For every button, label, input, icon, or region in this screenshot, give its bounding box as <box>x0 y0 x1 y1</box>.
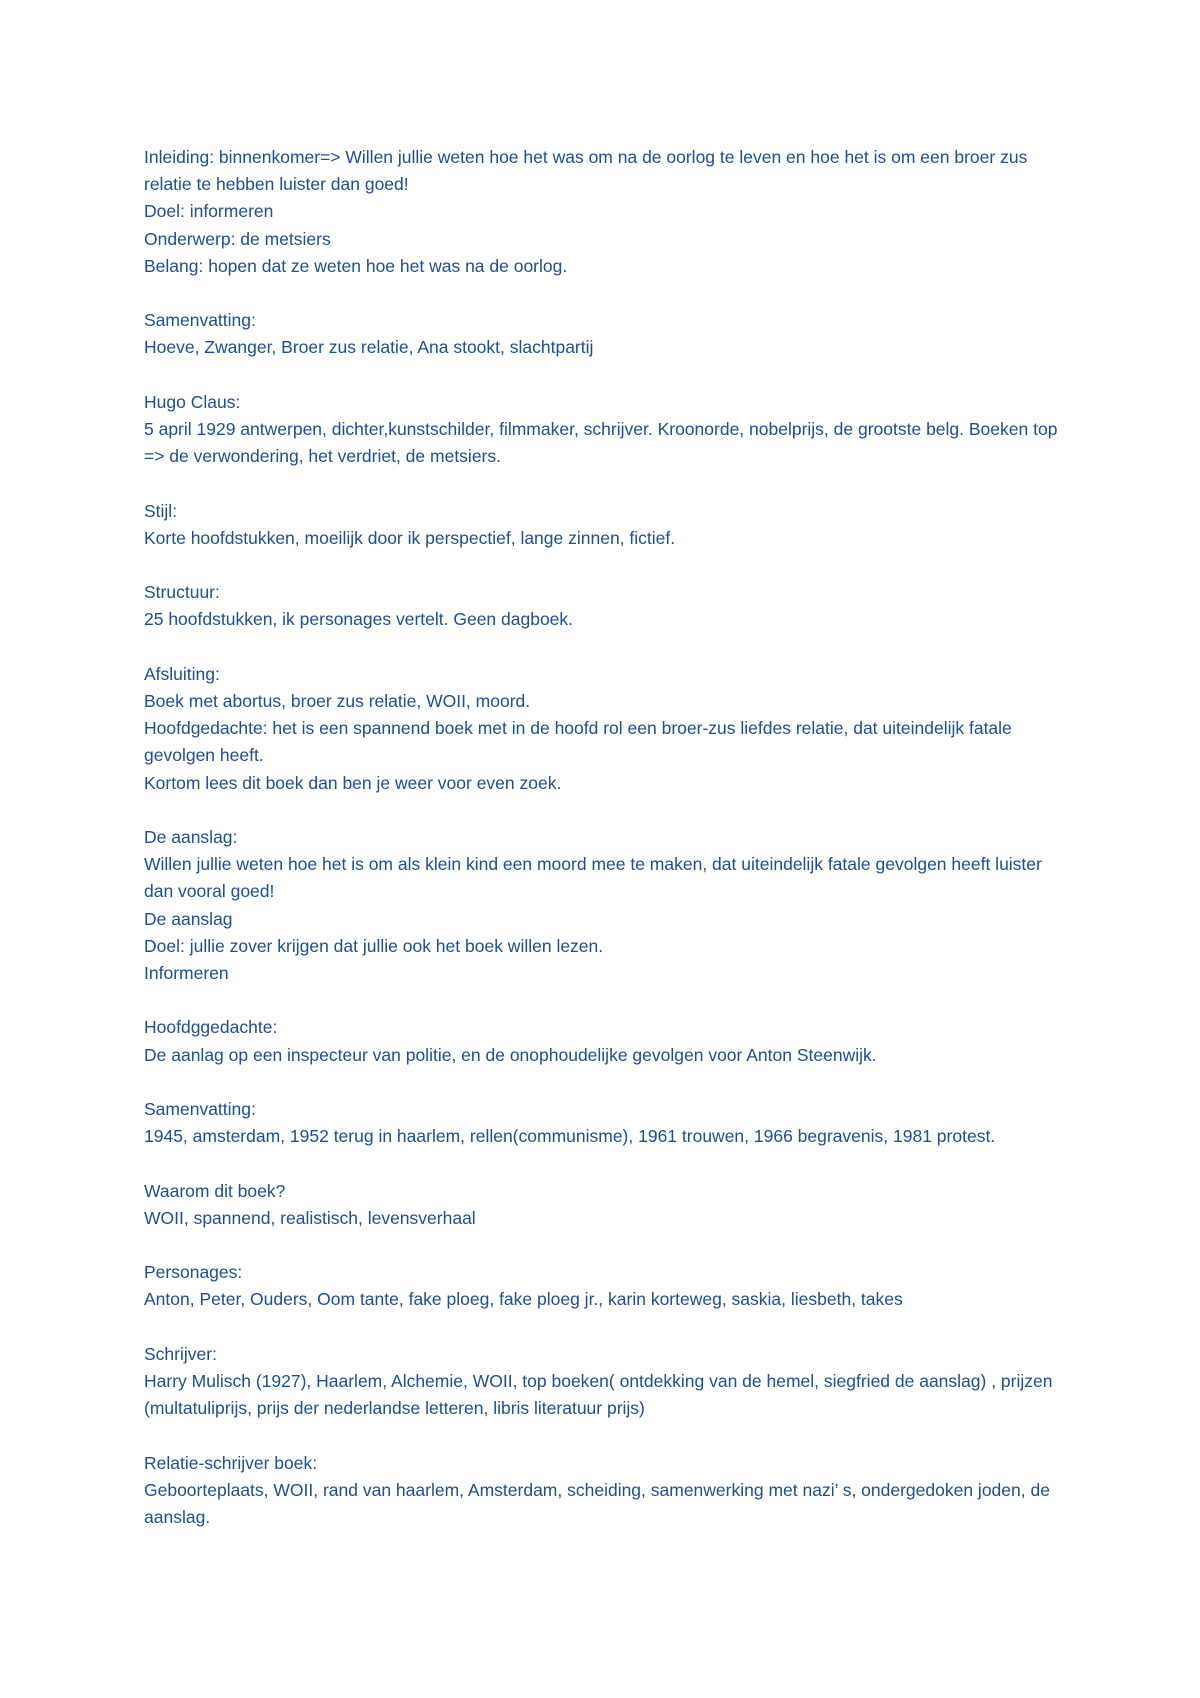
section-hoofdgedachte <box>144 1014 1074 1068</box>
section-heading: Samenvatting: <box>144 1098 256 1119</box>
section-heading: Structuur: <box>144 582 220 603</box>
text-line: Willen jullie weten hoe het is om als klein kind een moord mee te maken, dat uiteindelijk fatale gevolgen heeft luister dan vooral goed! <box>144 854 1042 902</box>
text-line: Harry Mulisch (1927), Haarlem, Alchemie, WOII, top boeken( ontdekking van de hemel, siegfried de aanslag) , prijzen (multatuliprijs, prijs der nederlandse letteren, libris literatuur prijs) <box>144 1370 1053 1419</box>
section-heading: Stijl: <box>144 500 178 521</box>
text-line: WOII, spannend, realistisch, levensverhaal <box>144 1207 476 1228</box>
text-line: Geboorteplaats, WOII, rand van haarlem, Amsterdam, scheiding, samenwerking met nazi’ s, ondergedoken joden, de aanslag. <box>144 1479 1050 1527</box>
section-afsluiting <box>144 661 1074 797</box>
section-heading: De aanslag: <box>144 826 238 847</box>
section-heading: Samenvatting: <box>144 310 256 331</box>
text-line: Inleiding: binnenkomer=> Willen jullie weten hoe het was om na de oorlog te leven en hoe het is om een broer zus relatie te hebben luister dan goed! <box>144 147 1028 195</box>
text-line: Doel: jullie zover krijgen dat jullie ook het boek willen lezen. <box>144 935 604 956</box>
section-samenvatting <box>144 307 1074 361</box>
text-line: 1945, amsterdam, 1952 terug in haarlem, rellen(communisme), 1961 trouwen, 1966 begravenis, 1981 protest. <box>144 1126 996 1147</box>
text-line: 25 hoofdstukken, ik personages vertelt. Geen dagboek. <box>144 609 574 630</box>
section-relatie-schrijver-boek <box>144 1450 1074 1532</box>
text-line: Doel: informeren <box>144 201 274 222</box>
section-samenvatting-2 <box>144 1096 1074 1150</box>
text-line: Onderwerp: de metsiers <box>144 228 331 249</box>
section-hugo-claus <box>144 389 1074 471</box>
section-stijl <box>144 498 1074 552</box>
section-heading: Schrijver: <box>144 1343 217 1364</box>
text-line: Belang: hopen dat ze weten hoe het was na de oorlog. <box>144 255 568 276</box>
text-line: Korte hoofdstukken, moeilijk door ik perspectief, lange zinnen, fictief. <box>144 527 676 548</box>
section-heading: Personages: <box>144 1262 243 1283</box>
section-personages <box>144 1259 1074 1313</box>
text-line: Informeren <box>144 963 229 983</box>
section-heading: Hoofdggedachte: <box>144 1017 278 1038</box>
section-heading: Afsluiting: <box>144 663 220 684</box>
text-line: Kortom lees dit boek dan ben je weer voor even zoek. <box>144 772 562 793</box>
section-inleiding <box>144 144 1074 280</box>
section-waarom <box>144 1178 1074 1232</box>
section-heading: Relatie-schrijver boek: <box>144 1452 318 1473</box>
section-schrijver <box>144 1341 1074 1423</box>
text-line: De aanlag op een inspecteur van politie, en de onophoudelijke gevolgen voor Anton Steenwijk. <box>144 1044 877 1065</box>
document-body <box>144 144 1074 1558</box>
text-line: Boek met abortus, broer zus relatie, WOII, moord. <box>144 690 531 711</box>
text-line: Anton, Peter, Ouders, Oom tante, fake ploeg, fake ploeg jr., karin korteweg, saskia, liesbeth, takes <box>144 1289 903 1310</box>
text-line: 5 april 1929 antwerpen, dichter,kunstschilder, filmmaker, schrijver. Kroonorde, nobelprijs, de grootste belg. Boeken top => de verwondering, het verdriet, de metsiers. <box>144 419 1058 467</box>
section-heading: Waarom dit boek? <box>144 1180 286 1201</box>
text-line: De aanslag <box>144 908 233 929</box>
section-de-aanslag <box>144 824 1074 987</box>
section-heading: Hugo Claus: <box>144 391 241 412</box>
text-line: Hoofdgedachte: het is een spannend boek met in de hoofd rol een broer-zus liefdes relatie, dat uiteindelijk fatale gevolgen heeft. <box>144 718 1012 766</box>
section-structuur <box>144 579 1074 633</box>
text-line: Hoeve, Zwanger, Broer zus relatie, Ana stookt, slachtpartij <box>144 337 594 358</box>
